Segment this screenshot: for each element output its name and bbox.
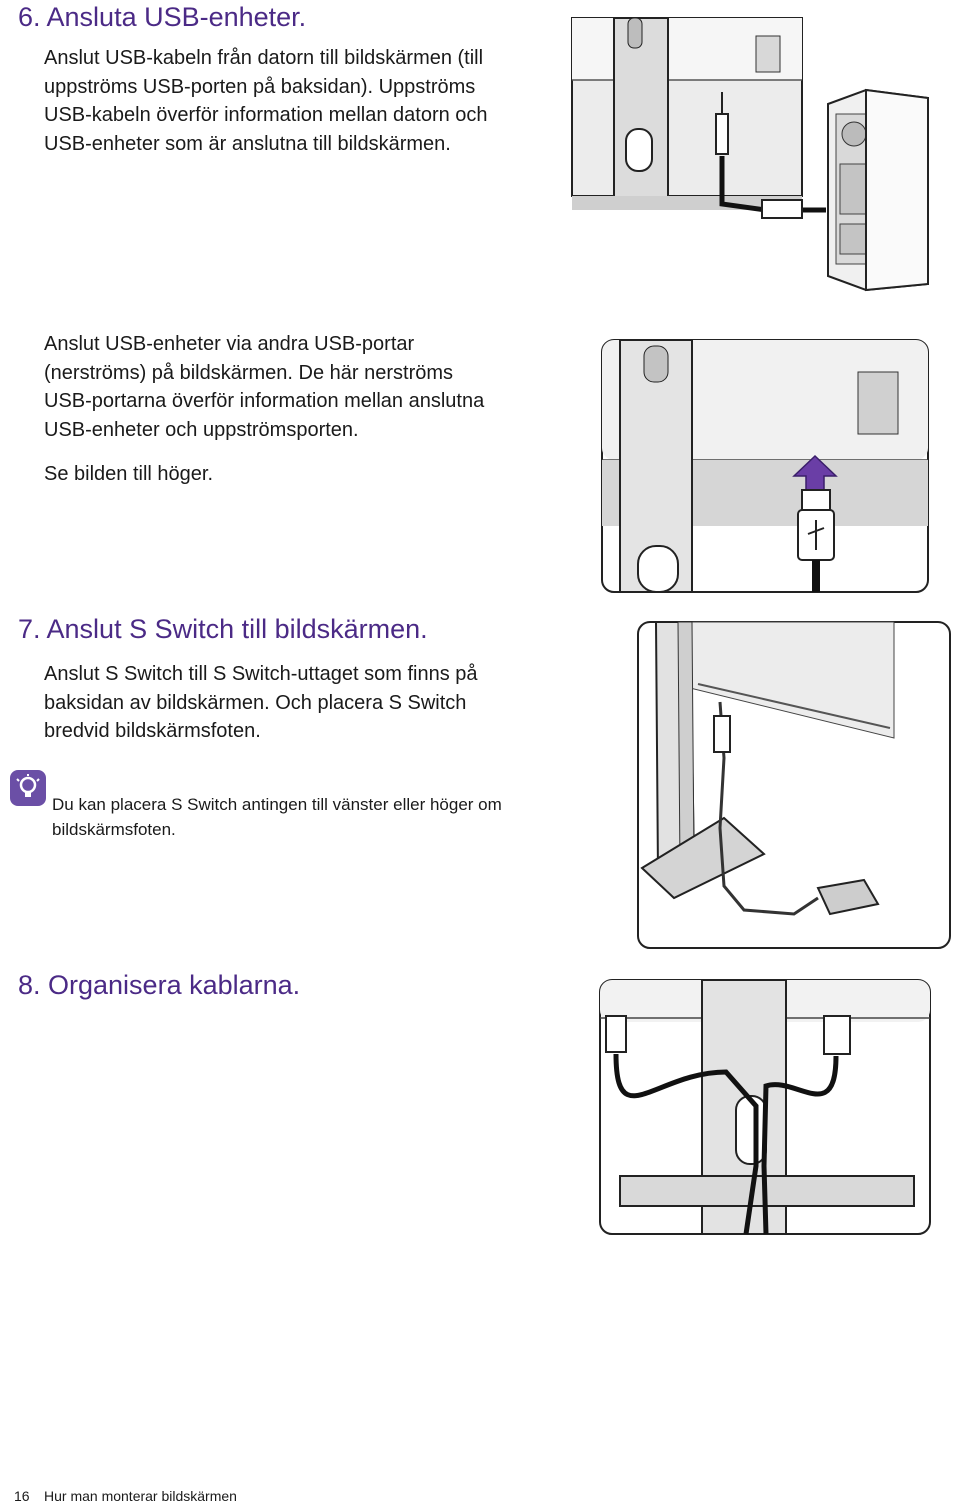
cable-management-illustration xyxy=(596,976,934,1238)
section-6-heading: 6. Ansluta USB-enheter. xyxy=(18,2,307,32)
section-8-heading: 8. Organisera kablarna. xyxy=(18,970,301,1000)
section-6-paragraph-1: Anslut USB-kabeln från datorn till bildskärmen (till uppströms USB-porten på baksidan). Uppströms USB-kabeln överför information mellan datorn och USB-enheter som är anslutna till bildskärmen. xyxy=(44,47,488,155)
note-text: Du kan placera S Switch antingen till vänster eller höger om bildskärmsfoten. xyxy=(52,795,502,839)
footer-chapter-title: Hur man monterar bildskärmen xyxy=(44,1488,237,1504)
page-number: 16 xyxy=(14,1488,30,1504)
section-6-paragraph-3: Se bilden till höger. xyxy=(44,463,214,485)
section-7-heading: 7. Anslut S Switch till bildskärmen. xyxy=(18,614,428,644)
usb-downstream-illustration xyxy=(598,336,934,596)
s-switch-illustration xyxy=(634,618,954,954)
section-7-paragraph: Anslut S Switch till S Switch-uttaget som finns på baksidan av bildskärmen. Och placera S Switch bredvid bildskärmsfoten. xyxy=(44,663,478,742)
lightbulb-icon xyxy=(10,770,46,806)
section-6-paragraph-2: Anslut USB-enheter via andra USB-portar (nerströms) på bildskärmen. De här nerströms USB-portarna överför information mellan anslutna USB-enheter och uppströmsporten. xyxy=(44,333,485,441)
usb-upstream-illustration xyxy=(566,14,946,296)
